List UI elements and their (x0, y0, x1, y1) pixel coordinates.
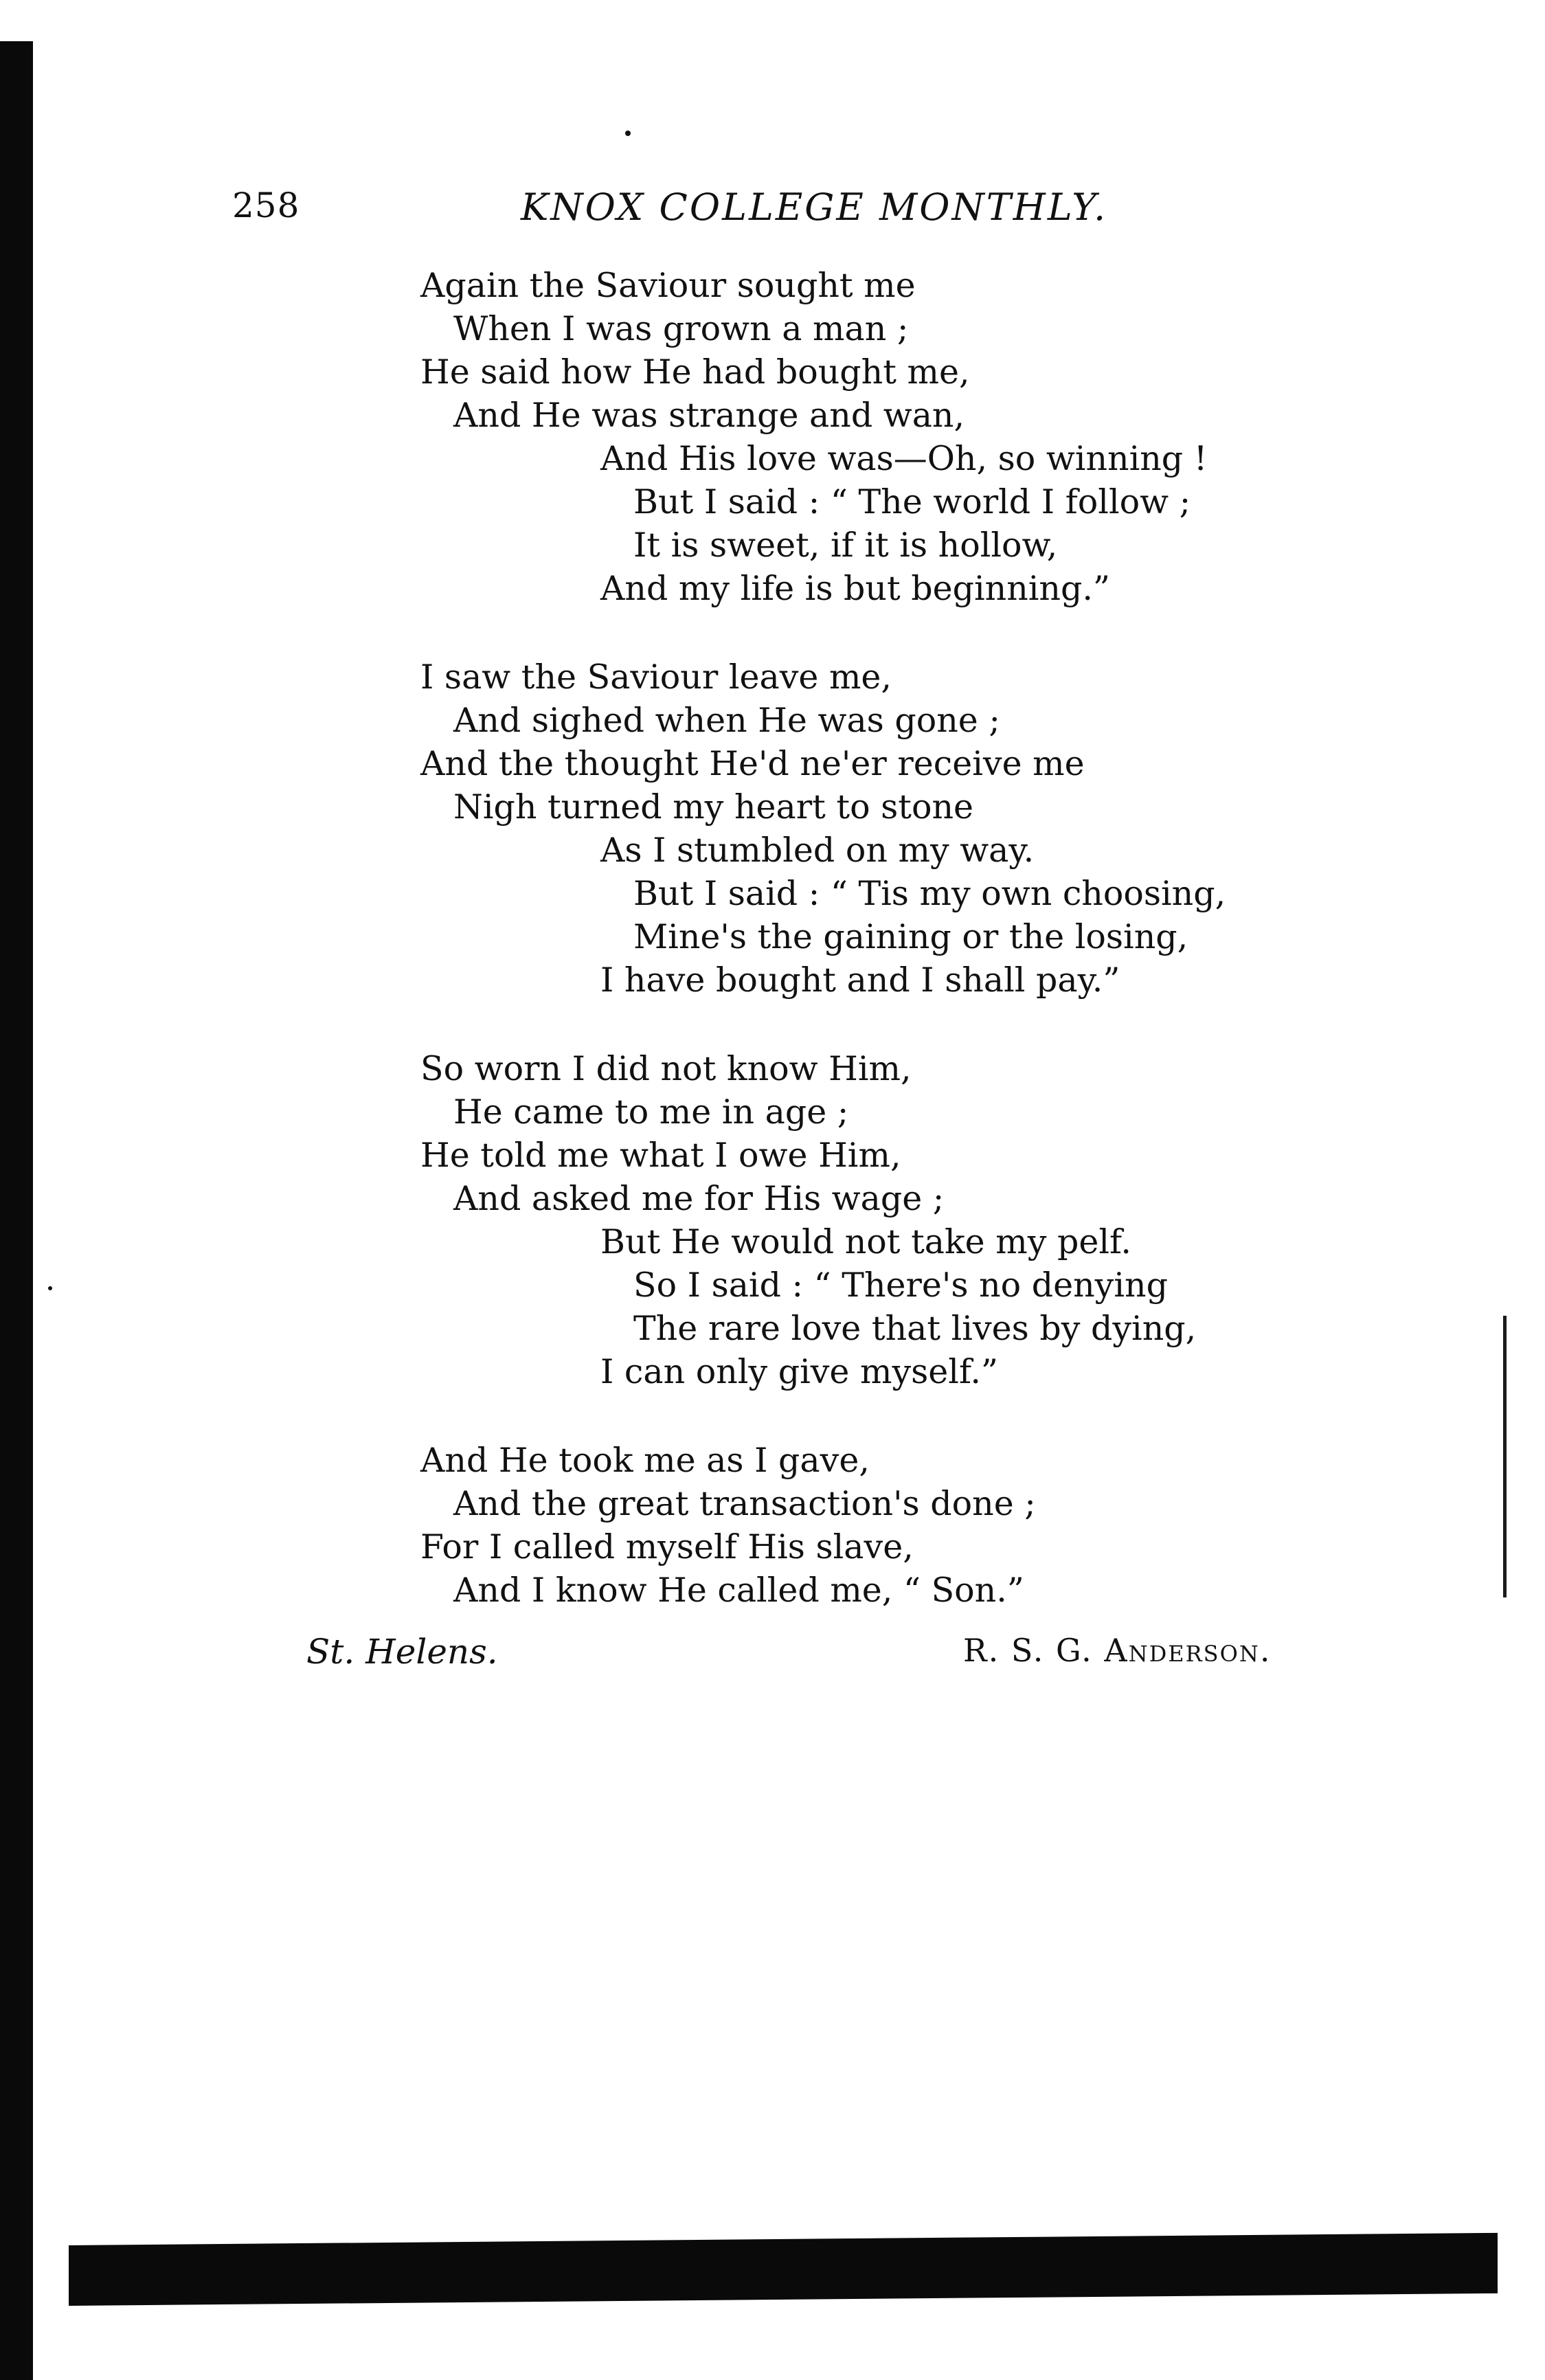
poem-line: And the great transaction's done ; (453, 1484, 1036, 1523)
poem-line: He said how He had bought me, (420, 352, 970, 392)
poem-line: But I said : “ The world I follow ; (633, 482, 1191, 521)
poem-line: So worn I did not know Him, (420, 1049, 912, 1088)
right-margin-mark (1503, 1316, 1507, 1597)
place-signature: St. Helens. (306, 1632, 498, 1672)
left-page-edge-shadow (0, 41, 33, 2380)
poem-line: And the thought He'd ne'er receive me (420, 744, 1085, 783)
poem-line: And sighed when He was gone ; (453, 701, 1000, 740)
poem-line: I saw the Saviour leave me, (420, 658, 892, 697)
poem-line: It is sweet, if it is hollow, (633, 526, 1058, 565)
poem-line: I can only give myself.” (600, 1352, 998, 1391)
page-number: 258 (232, 186, 300, 225)
poem-line: And I know He called me, “ Son.” (453, 1571, 1024, 1610)
poem-line: And my life is but beginning.” (600, 569, 1110, 608)
poem-line: But He would not take my pelf. (600, 1222, 1131, 1261)
poem-line: And His love was—Oh, so winning ! (600, 439, 1208, 478)
poem-line: Mine's the gaining or the losing, (633, 917, 1188, 956)
poem-line: For I called myself His slave, (420, 1527, 914, 1567)
poem-line: And He was strange and wan, (453, 396, 965, 435)
poem-line: He told me what I owe Him, (420, 1136, 901, 1175)
poem-line: I have bought and I shall pay.” (600, 961, 1120, 1000)
poem-line: He came to me in age ; (453, 1092, 849, 1132)
poem-line: As I stumbled on my way. (600, 831, 1035, 870)
poem-line: So I said : “ There's no denying (633, 1266, 1168, 1305)
running-head: KNOX COLLEGE MONTHLY. (521, 186, 1108, 229)
top-speck (625, 131, 631, 136)
author-signature: R. S. G. Anderson. (963, 1632, 1272, 1669)
poem-line: When I was grown a man ; (453, 309, 909, 348)
poem-line: But I said : “ Tis my own choosing, (633, 874, 1226, 913)
poem-line: Again the Saviour sought me (420, 266, 916, 305)
bottom-page-edge-shadow (69, 2233, 1498, 2306)
left-margin-speck (48, 1286, 52, 1290)
poem-line: Nigh turned my heart to stone (453, 787, 974, 827)
poem-line: And He took me as I gave, (420, 1441, 870, 1480)
poem-line: And asked me for His wage ; (453, 1179, 945, 1218)
poem-line: The rare love that lives by dying, (633, 1309, 1197, 1348)
